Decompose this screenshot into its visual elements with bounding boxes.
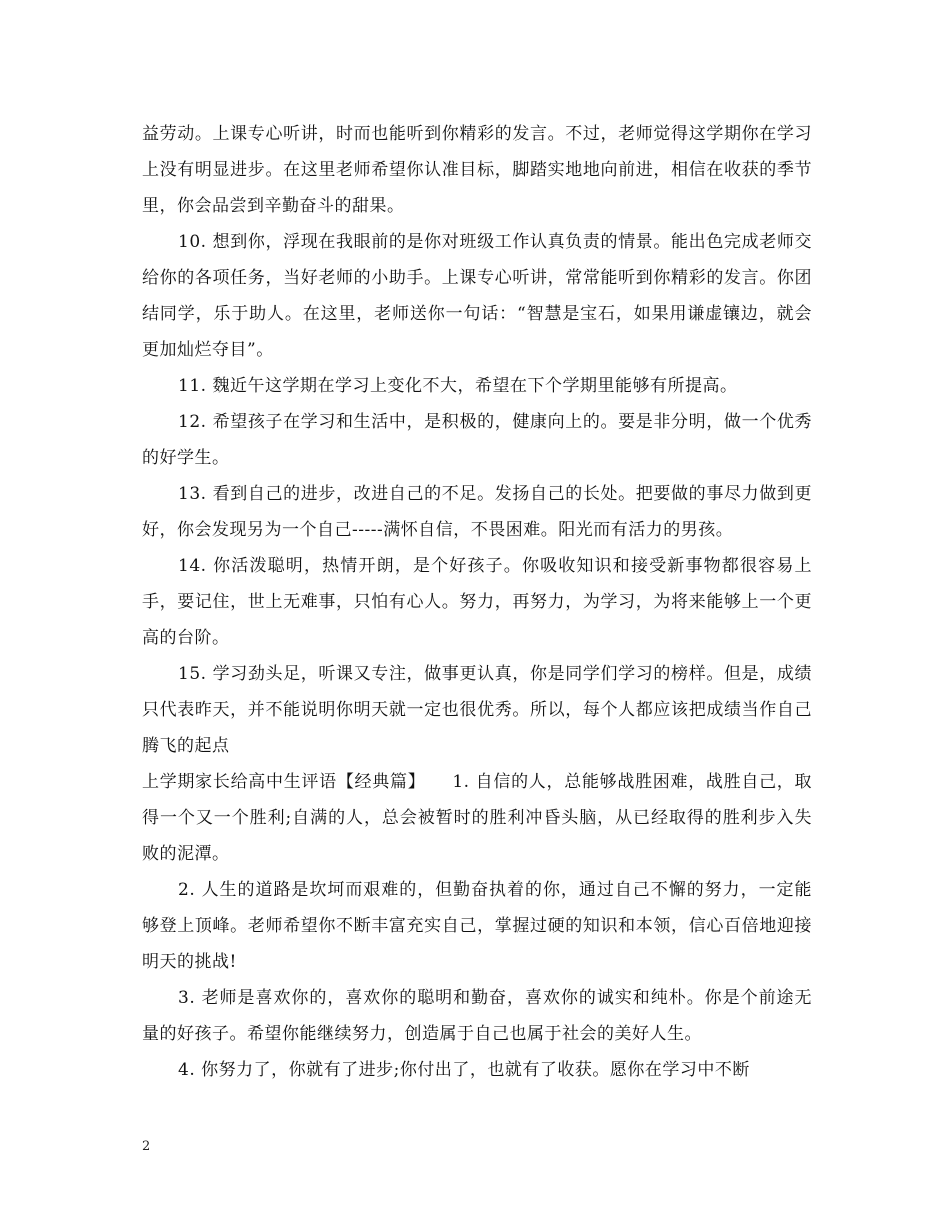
paragraph-item-4: 4. 你努力了，你就有了进步;你付出了，也就有了收获。愿你在学习中不断 [178,1060,750,1080]
paragraph-continued: 益劳动。上课专心听讲，时而也能听到你精彩的发言。不过，老师觉得这学期你在学习上没有明显进步。在这里老师希望你认准目标，脚踏实地地向前进，相信在收获的季节里，你会品尝到辛勤奋斗的甜果。 [142,124,812,216]
paragraph-item-12: 12. 希望孩子在学习和生活中，是积极的，健康向上的。要是非分明，做一个优秀的好学生。 [142,412,812,468]
paragraph-item-3: 3. 老师是喜欢你的，喜欢你的聪明和勤奋，喜欢你的诚实和纯朴。你是个前途无量的好孩子。希望你能继续努力，创造属于自己也属于社会的美好人生。 [142,988,812,1044]
paragraph-item-11: 11. 魏近午这学期在学习上变化不大，希望在下个学期里能够有所提高。 [178,376,738,396]
page-number: 2 [142,1139,151,1154]
paragraph-item-14: 14. 你活泼聪明，热情开朗，是个好孩子。你吸收知识和接受新事物都很容易上手，要记住，世上无难事，只怕有心人。努力，再努力，为学习，为将来能够上一个更高的台阶。 [142,556,812,648]
paragraph-item-15: 15. 学习劲头足，听课又专注，做事更认真，你是同学们学习的榜样。但是，成绩只代表昨天，并不能说明你明天就一定也很优秀。所以，每个人都应该把成绩当作自己腾飞的起点 [142,664,812,756]
document-body [142,116,812,1088]
section-heading-paragraph: 上学期家长给高中生评语【经典篇】 1. 自信的人，总能够战胜困难，战胜自己，取得一个又一个胜利;自满的人，总会被暂时的胜利冲昏头脑，从已经取得的胜利步入失败的泥潭。 [142,772,812,864]
paragraph-item-2: 2. 人生的道路是坎坷而艰难的，但勤奋执着的你，通过自己不懈的努力，一定能够登上顶峰。老师希望你不断丰富充实自己，掌握过硬的知识和本领，信心百倍地迎接明天的挑战! [142,880,812,972]
paragraph-item-13: 13. 看到自己的进步，改进自己的不足。发扬自己的长处。把要做的事尽力做到更好，你会发现另为一个自己-----满怀自信，不畏困难。阳光而有活力的男孩。 [142,484,812,540]
paragraph-item-10: 10. 想到你，浮现在我眼前的是你对班级工作认真负责的情景。能出色完成老师交给你的各项任务，当好老师的小助手。上课专心听讲，常常能听到你精彩的发言。你团结同学，乐于助人。在这里，老师送你一句话：“智慧是宝石，如果用谦虚镶边，就会更加灿烂夺目”。 [142,232,812,360]
